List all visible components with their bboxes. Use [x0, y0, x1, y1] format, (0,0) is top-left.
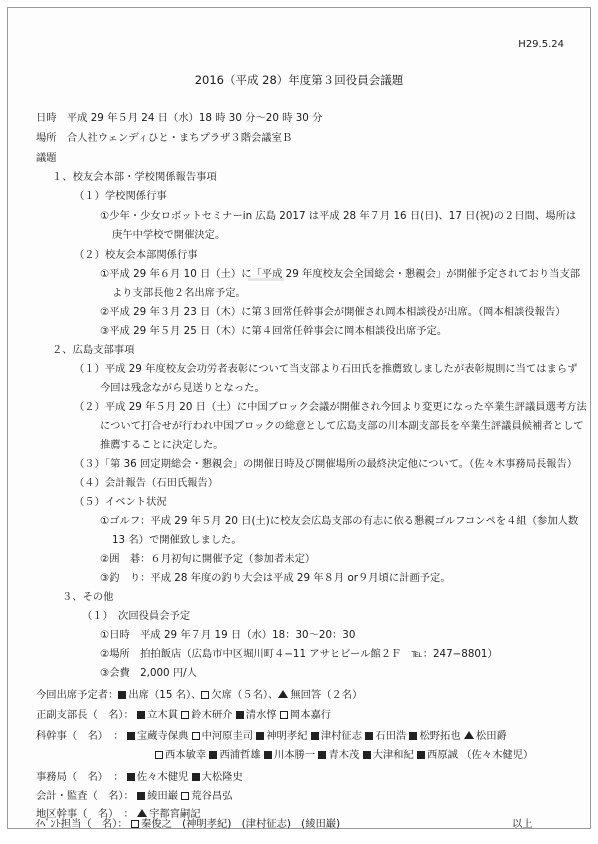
- member-name: 綾田巌: [147, 790, 178, 802]
- absent-mark-icon: [181, 792, 189, 800]
- school-events-heading: （１）学校関係行事: [74, 190, 167, 202]
- event-staff-row: [35, 818, 340, 831]
- absent-mark-icon: [131, 820, 139, 828]
- meeting-datetime: 日時 平成 29 年５月 24 日（水）18 時 30 分～20 時 30 分: [36, 112, 323, 124]
- document-date: H29.5.24: [518, 39, 564, 50]
- present-mark-icon: [365, 732, 373, 740]
- present-mark-icon: [311, 732, 319, 740]
- event-fishing: ③釣 り：平成 28 年度の釣り大会は平成 29 年８月 or９月頃に計画予定。: [100, 572, 451, 584]
- member-name: 宇都宮嗣記: [149, 808, 201, 820]
- section-secretaries-row-2: [155, 749, 533, 762]
- school-event-1-line2: 庚午中学校で開催決定。: [112, 229, 226, 241]
- event-golf-line2: 13 名）で開催致しました。: [112, 534, 242, 546]
- agenda-label: 議題: [36, 152, 57, 164]
- no-answer-mark-icon: [464, 731, 474, 739]
- hq-event-3: ③平成 29 年５月 25 日（木）に第４回常任幹事会に岡本相談役出席予定。: [100, 325, 448, 337]
- member-name: 青木茂: [328, 749, 360, 761]
- hq-event-1-line2: より支部長他２名出席予定。: [112, 287, 246, 299]
- member-name: 西原誠: [427, 749, 458, 761]
- school-event-1-line1: ①少年・少女ロボットセミナーin 広島 2017 は平成 28 年７月 16 日(日)、17 日(祝)の２日間、場所は: [100, 210, 577, 222]
- present-mark-icon: [256, 732, 264, 740]
- no-answer-count: 無回答（２名）: [290, 689, 363, 701]
- event-golf-line1: ①ゴルフ：平成 29 年５月 20 日(土)に校友会広島支部の有志に依る懇親ゴルフコンペを４組（参加人数: [100, 515, 579, 527]
- hq-event-1-line1: ①平成 29 年６月 10 日（土）に「平成 29 年度校友会全国総会・懇親会」が開催予定されており当支部: [100, 268, 581, 280]
- office-row: [36, 771, 243, 784]
- member-name: 神明孝紀: [266, 730, 308, 742]
- present-mark-icon: [209, 751, 217, 759]
- member-name: 松野拓也: [419, 730, 461, 742]
- present-mark-icon: [118, 691, 126, 699]
- branch-item-2-line3: 推薦することに決定した。: [100, 439, 224, 451]
- absent-mark-icon: [181, 711, 189, 719]
- member-name: 清水惇: [245, 709, 277, 721]
- vice-president-row: [36, 709, 331, 722]
- branch-item-2-line2: について打合せが行われ中国ブロックの総意として広島支部の川本副支部長を卒業生評議員候補者として: [100, 420, 584, 432]
- role-label: 会計・監査（ 名）：: [36, 790, 134, 802]
- present-mark-icon: [264, 751, 272, 759]
- no-answer-mark-icon: [137, 809, 147, 817]
- present-mark-icon: [137, 792, 145, 800]
- next-meeting-fee: ③会費 2,000 円/人: [100, 667, 197, 679]
- member-name: （佐々木健児）: [461, 749, 534, 761]
- hq-events-heading: （２）校友会本部関係行事: [74, 249, 198, 261]
- branch-item-3: （３）「第 36 回定期総会・懇親会」の開催日時及び開催場所の最終決定他について。（佐々木事務局長報告）: [74, 458, 578, 470]
- present-mark-icon: [192, 773, 200, 781]
- branch-item-5: （５）イベント状況: [74, 496, 167, 508]
- section-1-heading: １、校友会本部・学校関係報告事項: [52, 171, 217, 183]
- present-mark-icon: [137, 711, 145, 719]
- meeting-place: 場所 合人社ウェンディひと・まちプラザ３階会議室Ｂ: [36, 132, 293, 144]
- present-mark-icon: [318, 751, 326, 759]
- section-secretaries-row-1: [36, 730, 507, 743]
- next-meeting-datetime: ①日時 平成 29 年７月 19 日（水）18：30～20：30: [100, 629, 356, 641]
- present-mark-icon: [236, 711, 244, 719]
- role-label: 事務局（ 名） ：: [36, 771, 124, 783]
- member-name: 津村征志: [320, 730, 362, 742]
- member-name: 中河原圭司: [201, 730, 254, 742]
- member-name: 宝蔵寺保典: [136, 730, 189, 742]
- next-meeting-heading: （１） 次回役員会予定: [82, 610, 191, 622]
- section-2-heading: ２、広島支部事項: [52, 344, 135, 356]
- document-page: [7, 7, 591, 829]
- next-meeting-place: ②場所 拍拍飯店（広島市中区堀川町４−11 アサヒビール館２Ｆ ℡：247−8801）: [100, 648, 498, 660]
- member-name: 荒谷昌弘: [191, 790, 233, 802]
- role-label: 地区幹事（ 名） ：: [36, 808, 134, 820]
- branch-item-1-line2: 今回は残念ながら見送りとなった。: [100, 382, 265, 394]
- present-count: 出席（15 名）、: [128, 689, 202, 701]
- attendance-summary: [36, 689, 362, 702]
- absent-count: 欠席（５名）、: [211, 689, 279, 701]
- scan-smudge: [248, 278, 284, 281]
- absent-mark-icon: [155, 751, 163, 759]
- present-mark-icon: [127, 773, 135, 781]
- member-name: 鈴木研介: [191, 709, 233, 721]
- member-name: 石田浩: [375, 730, 407, 742]
- branch-item-1-line1: （１）平成 29 年度校友会功労者表彰について当支部より石田氏を推薦致しましたが表彰規則に当てはまらず: [74, 363, 578, 375]
- absent-mark-icon: [201, 691, 209, 699]
- section-3-heading: ３、その他: [62, 591, 114, 603]
- member-name: 川本勝一: [273, 749, 316, 761]
- branch-item-2-line1: （２）平成 29 年５月 20 日（土）に中国ブロック会議が開催され今回より変更になった卒業生評議員選考方法: [74, 401, 587, 413]
- member-name: 岡本嘉行: [289, 709, 332, 721]
- audit-row: [36, 790, 232, 803]
- hq-event-2: ②平成 29 年３月 23 日（木）に第３回常任幹事会が開催され岡本相談役が出席。（岡本相談役報告）: [100, 306, 566, 318]
- member-name: 大津和紀: [372, 749, 414, 761]
- role-label: 正副支部長（ 名）：: [36, 709, 134, 721]
- present-mark-icon: [409, 732, 417, 740]
- member-name: 立木貫: [147, 709, 178, 721]
- no-answer-mark-icon: [278, 690, 288, 698]
- member-name: 松田爵: [475, 730, 507, 742]
- present-mark-icon: [127, 732, 135, 740]
- member-name: 大松隆史: [201, 771, 243, 783]
- branch-item-4: （４）会計報告（石田氏報告）: [74, 477, 219, 489]
- document-title: 2016（平成 28）年度第３回役員会議題: [194, 73, 404, 87]
- member-name: 西本敏幸: [165, 749, 207, 761]
- absent-mark-icon: [280, 711, 288, 719]
- event-go: ②囲 碁：６月初旬に開催予定（参加者未定）: [100, 553, 316, 565]
- member-name: 佐々木健児: [136, 771, 189, 783]
- role-label: ｲﾍﾞﾝﾄ担当（ 名）：: [35, 818, 128, 830]
- present-mark-icon: [417, 751, 425, 759]
- absent-mark-icon: [192, 732, 200, 740]
- member-name: 西浦哲雄: [219, 749, 261, 761]
- attendance-lead: 今回出席予定者：: [36, 689, 119, 701]
- member-names: 秦俊之 (神明孝紀) (津村征志) (綾田巌): [140, 818, 341, 830]
- role-label: 科幹事（ 名） ：: [36, 730, 124, 742]
- present-mark-icon: [363, 751, 371, 759]
- closing-mark: 以上: [512, 818, 533, 830]
